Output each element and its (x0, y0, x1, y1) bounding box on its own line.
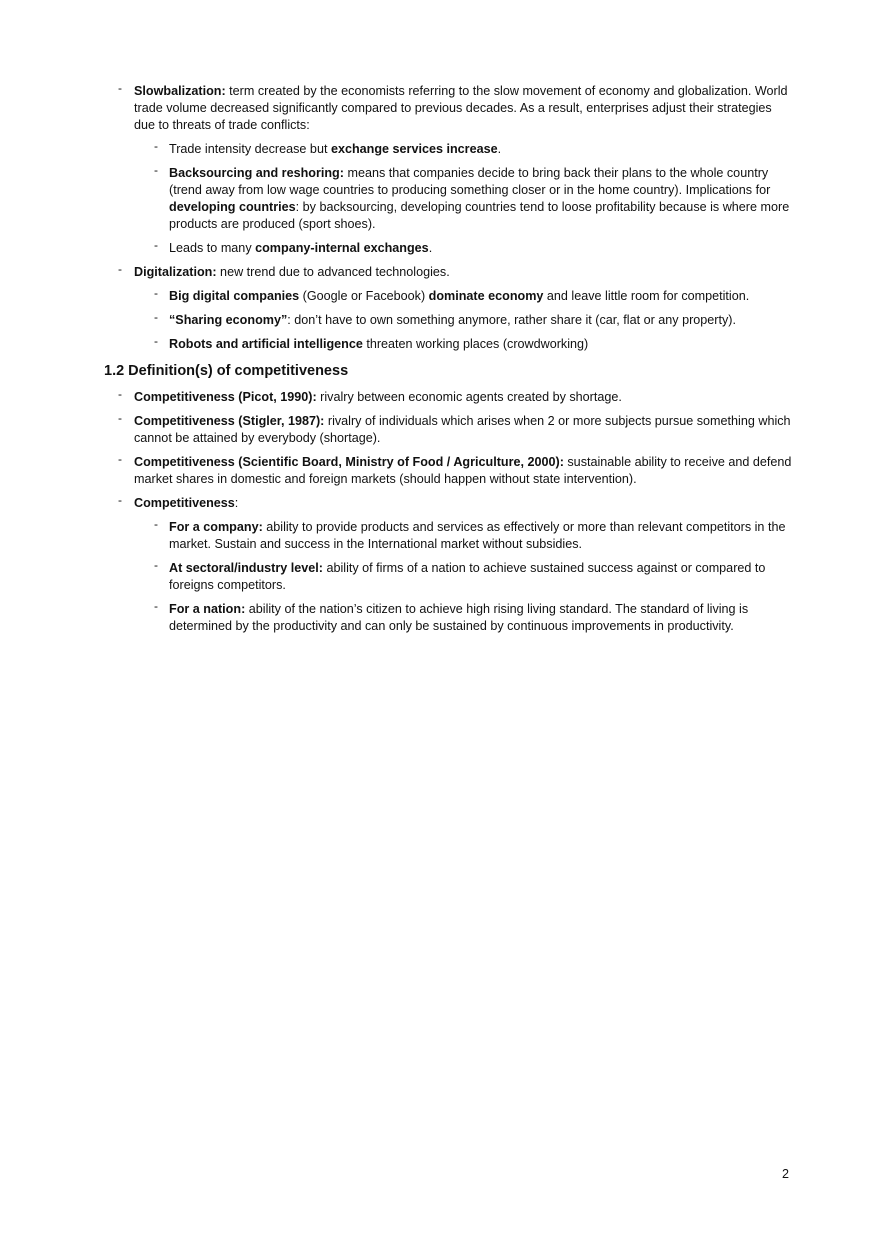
competitiveness-definitions-list (104, 389, 796, 635)
bold-term: Competitiveness (Stigler, 1987): (134, 414, 325, 428)
page-number: 2 (782, 1167, 790, 1181)
bold-term: Robots and artificial intelligence (169, 337, 363, 351)
bullet-dash: - (118, 387, 122, 401)
sub-bullet-item (104, 601, 796, 635)
sub-bullet-item (104, 165, 796, 233)
body-text: : (234, 496, 239, 510)
bold-term: For a company: (169, 520, 263, 534)
bold-term: “Sharing economy” (169, 313, 288, 327)
body-text: Trade intensity decrease but (169, 142, 331, 156)
body-text: (Google or Facebook) (299, 289, 429, 303)
bold-term: developing countries (169, 200, 296, 214)
body-text: term created by the economists referring to the slow movement of economy and globalization. World trade volume decreased significantly compared to previous decades. As a result, enterprises adjust their strategies due to threats of trade conflicts: (134, 84, 788, 132)
bullet-item (104, 264, 796, 281)
bullet-dash: - (154, 163, 158, 177)
sub-bullet-item (104, 560, 796, 594)
bullet-item (104, 413, 796, 447)
bold-term: Competitiveness (Scientific Board, Ministry of Food / Agriculture, 2000): (134, 455, 564, 469)
body-text: : by backsourcing, developing countries tend to loose profitability because is where more products are produced (sport shoes). (169, 200, 790, 231)
bold-term: exchange services increase (330, 142, 498, 156)
body-text: new trend due to advanced technologies. (216, 265, 450, 279)
sub-bullet-item (104, 288, 796, 305)
bullet-dash: - (154, 599, 158, 613)
bold-term: Backsourcing and reshoring: (169, 166, 344, 180)
bullet-dash: - (154, 310, 158, 324)
body-text: and leave little room for competition. (543, 289, 750, 303)
bold-term: Competitiveness (Picot, 1990): (134, 390, 317, 404)
body-text: : don’t have to own something anymore, rather share it (car, flat or any property). (287, 313, 736, 327)
bold-term: company-internal exchanges (255, 241, 429, 255)
body-text: ability of firms of a nation to achieve sustained success against or compared to foreigns competitors. (169, 561, 766, 592)
sub-bullet-item (104, 240, 796, 257)
bold-term: dominate economy (428, 289, 544, 303)
body-text: ability to provide products and services as effectively or more than relevant competitors in the market. Sustain and success in the International market without subsidies. (169, 520, 786, 551)
bullet-dash: - (154, 517, 158, 531)
bold-term: For a nation: (169, 602, 246, 616)
bold-term: Competitiveness (134, 496, 235, 510)
section-heading: 1.2 Definition(s) of competitiveness (104, 363, 349, 379)
bullet-dash: - (154, 286, 158, 300)
bullet-dash: - (154, 334, 158, 348)
bullet-dash: - (118, 493, 122, 507)
body-text: . (497, 142, 502, 156)
bullet-item (104, 83, 796, 134)
bold-term: At sectoral/industry level: (169, 561, 323, 575)
bullet-dash: - (118, 262, 122, 276)
body-text: threaten working places (crowdworking) (362, 337, 589, 351)
sub-bullet-item (104, 336, 796, 353)
bullet-dash: - (154, 238, 158, 252)
body-text: ability of the nation’s citizen to achieve high rising living standard. The standard of living is determined by the productivity and can only be sustained by continuous improvements in productivity. (169, 602, 749, 633)
bullet-item (104, 454, 796, 488)
body-text: . (428, 241, 433, 255)
bullet-dash: - (118, 81, 122, 95)
body-text: Leads to many (169, 241, 256, 255)
sub-bullet-item (104, 141, 796, 158)
slowbalization-digitalization-list (104, 83, 796, 353)
bullet-item (104, 495, 796, 512)
bullet-dash: - (154, 558, 158, 572)
bullet-item (104, 389, 796, 406)
bold-term: Slowbalization: (134, 84, 226, 98)
sub-bullet-item (104, 312, 796, 329)
body-text: sustainable ability to receive and defend market shares in domestic and foreign markets (should happen without state intervention). (134, 455, 792, 486)
page-content (104, 83, 796, 642)
bold-term: Big digital companies (169, 289, 300, 303)
body-text: means that companies decide to bring back their plans to the whole country (trend away from low wage countries to producing something closer or in the home country). Implications for (169, 166, 771, 197)
bullet-dash: - (118, 452, 122, 466)
body-text: rivalry between economic agents created by shortage. (316, 390, 622, 404)
sub-bullet-item (104, 519, 796, 553)
body-text: rivalry of individuals which arises when 2 or more subjects pursue something which cannot be attained by everybody (shortage). (134, 414, 791, 445)
bullet-dash: - (154, 139, 158, 153)
bold-term: Digitalization: (134, 265, 217, 279)
bullet-dash: - (118, 411, 122, 425)
